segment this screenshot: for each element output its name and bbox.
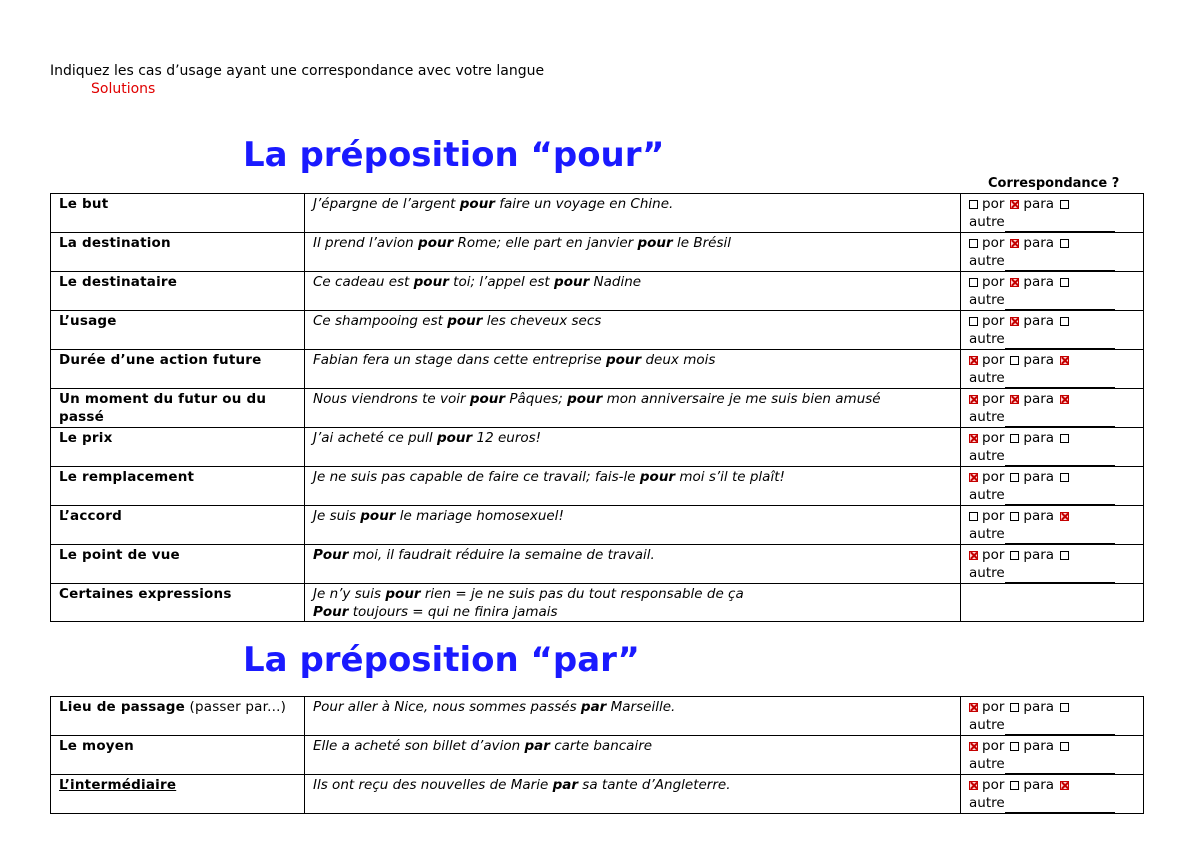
usage-label: La destination (59, 235, 171, 251)
usage-label-cell (51, 233, 305, 272)
usage-label-cell (51, 545, 305, 584)
preposition-highlight: pour (385, 586, 421, 602)
example-text: Ce cadeau est (313, 274, 414, 290)
checkbox-icon[interactable] (1060, 278, 1069, 287)
usage-label-cell (51, 467, 305, 506)
preposition-highlight: pour (447, 313, 483, 329)
checked-box-icon[interactable] (969, 473, 978, 482)
usage-label: Le prix (59, 430, 113, 446)
option-para-label: para (1023, 196, 1055, 212)
table-row (51, 697, 1144, 736)
correspondance-cell (961, 311, 1144, 350)
checkbox-icon[interactable] (1010, 434, 1019, 443)
example-text: le mariage homosexuel! (395, 508, 564, 524)
section-title-par: La préposition “par” (243, 640, 640, 680)
example-sentence-cell (305, 272, 961, 311)
option-autre-label: autre (969, 292, 1005, 308)
option-autre-label: autre (969, 795, 1005, 811)
correspondance-cell (961, 775, 1144, 814)
preposition-highlight: par (552, 777, 579, 793)
autre-answer-line[interactable] (1005, 291, 1115, 310)
option-para-label: para (1023, 699, 1055, 715)
option-por-label: por (982, 508, 1005, 524)
example-text: sa tante d’Angleterre. (578, 777, 731, 793)
checked-box-icon[interactable] (1060, 512, 1069, 521)
example-text: deux mois (641, 352, 716, 368)
example-text: carte bancaire (549, 738, 653, 754)
preposition-highlight: pour (436, 430, 473, 446)
table-row (51, 233, 1144, 272)
usage-label-cell (51, 428, 305, 467)
correspondance-cell (961, 545, 1144, 584)
option-por-label: por (982, 391, 1005, 407)
example-sentence-cell (305, 775, 961, 814)
example-sentence-cell (305, 584, 961, 622)
preposition-highlight: pour (637, 235, 673, 251)
autre-answer-line[interactable] (1005, 755, 1115, 774)
checked-box-icon[interactable] (1060, 356, 1069, 365)
preposition-highlight: pour (459, 196, 495, 212)
usage-label: Le moyen (59, 738, 134, 754)
correspondance-cell (961, 584, 1144, 622)
option-por-label: por (982, 738, 1005, 754)
example-sentence-cell (305, 350, 961, 389)
example-text: J’ai acheté ce pull (313, 430, 437, 446)
checkbox-icon[interactable] (1060, 317, 1069, 326)
example-text: les cheveux secs (482, 313, 602, 329)
checked-box-icon[interactable] (1060, 781, 1069, 790)
usage-label-cell (51, 775, 305, 814)
checkbox-icon[interactable] (969, 239, 978, 248)
usage-label: Un moment du futur ou du passé (59, 391, 267, 425)
preposition-highlight: pour (554, 274, 590, 290)
option-para-label: para (1023, 391, 1055, 407)
option-autre-label: autre (969, 370, 1005, 386)
option-para-label: para (1023, 508, 1055, 524)
usage-label-cell (51, 194, 305, 233)
section-title-pour: La préposition “pour” (243, 135, 665, 175)
preposition-highlight: par (580, 699, 607, 715)
example-text: Il prend l’avion (313, 235, 419, 251)
example-sentence-cell (305, 697, 961, 736)
example-text: Ce shampooing est (313, 313, 448, 329)
example-text: J’épargne de l’argent (313, 196, 460, 212)
option-autre-label: autre (969, 331, 1005, 347)
correspondance-cell (961, 389, 1144, 428)
checked-box-icon[interactable] (969, 356, 978, 365)
example-text: rien = je ne suis pas du tout responsable de ça (420, 586, 744, 602)
preposition-highlight: pour (469, 391, 506, 407)
checkbox-icon[interactable] (1010, 473, 1019, 482)
checkbox-icon[interactable] (1060, 200, 1069, 209)
checked-box-icon[interactable] (969, 781, 978, 790)
table-row (51, 775, 1144, 814)
example-sentence-cell (305, 428, 961, 467)
usage-label: Le but (59, 196, 109, 212)
preposition-highlight: par (524, 738, 550, 754)
example-text: 12 euros! (472, 430, 542, 446)
table-row (51, 584, 1144, 622)
preposition-highlight: pour (567, 391, 603, 407)
usage-label: L’intermédiaire (59, 777, 177, 793)
option-por-label: por (982, 235, 1005, 251)
option-para-label: para (1023, 274, 1055, 290)
usage-label-cell (51, 584, 305, 622)
autre-answer-line[interactable] (1005, 447, 1115, 466)
usage-label: Le destinataire (59, 274, 178, 290)
autre-answer-line[interactable] (1005, 213, 1115, 232)
option-por-label: por (982, 469, 1005, 485)
correspondance-cell (961, 233, 1144, 272)
table-row (51, 545, 1144, 584)
autre-answer-line[interactable] (1005, 252, 1115, 271)
usage-label: L’usage (59, 313, 117, 329)
option-para-label: para (1023, 313, 1055, 329)
example-text: Je ne suis pas capable de faire ce travail; fais-le (313, 469, 640, 485)
autre-answer-line[interactable] (1005, 525, 1115, 544)
checked-box-icon[interactable] (969, 703, 978, 712)
example-sentence-cell (305, 506, 961, 545)
option-por-label: por (982, 699, 1005, 715)
usage-label: L’accord (59, 508, 122, 524)
example-text: Je suis (313, 508, 361, 524)
checkbox-icon[interactable] (969, 200, 978, 209)
example-text: Ils ont reçu des nouvelles de Marie (313, 777, 553, 793)
checked-box-icon[interactable] (969, 395, 978, 404)
autre-answer-line[interactable] (1005, 408, 1115, 427)
correspondance-cell (961, 697, 1144, 736)
example-text: Je n’y suis (313, 586, 386, 602)
example-text: Marseille. (606, 699, 676, 715)
option-para-label: para (1023, 469, 1055, 485)
example-sentence-cell (305, 467, 961, 506)
table-row (51, 428, 1144, 467)
checkbox-icon[interactable] (969, 317, 978, 326)
option-por-label: por (982, 547, 1005, 563)
instruction-text: Indiquez les cas d’usage ayant une correspondance avec votre langue (50, 63, 545, 79)
example-text: le Brésil (672, 235, 731, 251)
option-por-label: por (982, 777, 1005, 793)
usage-label-cell (51, 311, 305, 350)
correspondance-cell (961, 428, 1144, 467)
autre-answer-line[interactable] (1005, 794, 1115, 813)
option-para-label: para (1023, 352, 1055, 368)
checkbox-icon[interactable] (1060, 742, 1069, 751)
checkbox-icon[interactable] (1060, 473, 1069, 482)
example-sentence-cell (305, 736, 961, 775)
preposition-highlight: Pour (313, 547, 349, 563)
option-para-label: para (1023, 430, 1055, 446)
preposition-highlight: pour (413, 274, 449, 290)
example-text: Pâques; (505, 391, 568, 407)
autre-answer-line[interactable] (1005, 716, 1115, 735)
correspondance-cell (961, 194, 1144, 233)
usage-label: Certaines expressions (59, 586, 232, 602)
example-text: Rome; elle part en janvier (453, 235, 638, 251)
checkbox-icon[interactable] (1010, 551, 1019, 560)
checked-box-icon[interactable] (1010, 239, 1019, 248)
table-row (51, 506, 1144, 545)
usage-label: Lieu de passage (59, 699, 185, 715)
table-row (51, 389, 1144, 428)
correspondance-cell (961, 350, 1144, 389)
usage-label-cell (51, 506, 305, 545)
usage-label: Le remplacement (59, 469, 195, 485)
option-autre-label: autre (969, 756, 1005, 772)
checkbox-icon[interactable] (1060, 551, 1069, 560)
checked-box-icon[interactable] (1010, 278, 1019, 287)
option-autre-label: autre (969, 214, 1005, 230)
option-autre-label: autre (969, 717, 1005, 733)
checked-box-icon[interactable] (969, 742, 978, 751)
example-text: Nadine (589, 274, 642, 290)
usage-label-cell (51, 350, 305, 389)
preposition-highlight: pour (639, 469, 676, 485)
option-por-label: por (982, 430, 1005, 446)
option-por-label: por (982, 196, 1005, 212)
option-autre-label: autre (969, 448, 1005, 464)
solutions-label: Solutions (91, 81, 156, 97)
example-text: moi s’il te plaît! (675, 469, 785, 485)
checkbox-icon[interactable] (1010, 703, 1019, 712)
preposition-highlight: pour (418, 235, 454, 251)
table-row (51, 194, 1144, 233)
checked-box-icon[interactable] (1010, 200, 1019, 209)
usage-label-cell (51, 697, 305, 736)
checkbox-icon[interactable] (1010, 781, 1019, 790)
table-row (51, 736, 1144, 775)
option-autre-label: autre (969, 487, 1005, 503)
autre-answer-line[interactable] (1005, 486, 1115, 505)
usage-label: Durée d’une action future (59, 352, 262, 368)
example-text: moi, il faudrait réduire la semaine de travail. (348, 547, 655, 563)
checkbox-icon[interactable] (1010, 512, 1019, 521)
preposition-highlight: pour (605, 352, 642, 368)
checked-box-icon[interactable] (1010, 395, 1019, 404)
checked-box-icon[interactable] (1010, 317, 1019, 326)
example-text: mon anniversaire je me suis bien amusé (602, 391, 881, 407)
example-text: Pour aller à Nice, nous sommes passés (313, 699, 581, 715)
example-sentence-cell (305, 233, 961, 272)
autre-answer-line[interactable] (1005, 330, 1115, 349)
example-sentence-cell (305, 545, 961, 584)
option-para-label: para (1023, 235, 1055, 251)
usage-label: Le point de vue (59, 547, 180, 563)
table-row (51, 272, 1144, 311)
correspondance-cell (961, 467, 1144, 506)
option-autre-label: autre (969, 526, 1005, 542)
checkbox-icon[interactable] (1060, 434, 1069, 443)
preposition-highlight: Pour (313, 604, 349, 620)
correspondance-cell (961, 736, 1144, 775)
example-sentence-cell (305, 389, 961, 428)
example-sentence-cell (305, 194, 961, 233)
checked-box-icon[interactable] (1060, 395, 1069, 404)
option-por-label: por (982, 274, 1005, 290)
example-text: Nous viendrons te voir (313, 391, 470, 407)
autre-answer-line[interactable] (1005, 369, 1115, 388)
option-para-label: para (1023, 777, 1055, 793)
example-sentence-cell (305, 311, 961, 350)
checkbox-icon[interactable] (1010, 742, 1019, 751)
option-para-label: para (1023, 547, 1055, 563)
preposition-highlight: pour (360, 508, 396, 524)
autre-answer-line[interactable] (1005, 564, 1115, 583)
example-text: toujours = qui ne finira jamais (348, 604, 558, 620)
checked-box-icon[interactable] (969, 434, 978, 443)
checked-box-icon[interactable] (969, 551, 978, 560)
correspondance-header: Correspondance ? (988, 176, 1120, 191)
example-text: Fabian fera un stage dans cette entreprise (313, 352, 606, 368)
usage-label-cell (51, 736, 305, 775)
table-row (51, 311, 1144, 350)
checkbox-icon[interactable] (1010, 356, 1019, 365)
usage-label-note: (passer par...) (185, 699, 287, 715)
checkbox-icon[interactable] (969, 512, 978, 521)
table-row (51, 350, 1144, 389)
option-para-label: para (1023, 738, 1055, 754)
usage-label-cell (51, 272, 305, 311)
usage-label-cell (51, 389, 305, 428)
correspondance-cell (961, 506, 1144, 545)
option-por-label: por (982, 352, 1005, 368)
checkbox-icon[interactable] (969, 278, 978, 287)
option-autre-label: autre (969, 565, 1005, 581)
correspondance-cell (961, 272, 1144, 311)
table-row (51, 467, 1144, 506)
option-autre-label: autre (969, 409, 1005, 425)
pour-usage-table (50, 193, 1144, 622)
checkbox-icon[interactable] (1060, 239, 1069, 248)
option-autre-label: autre (969, 253, 1005, 269)
example-text: toi; l’appel est (448, 274, 555, 290)
example-text: Elle a acheté son billet d’avion (313, 738, 525, 754)
option-por-label: por (982, 313, 1005, 329)
par-usage-table (50, 696, 1144, 814)
checkbox-icon[interactable] (1060, 703, 1069, 712)
example-text: faire un voyage en Chine. (494, 196, 674, 212)
